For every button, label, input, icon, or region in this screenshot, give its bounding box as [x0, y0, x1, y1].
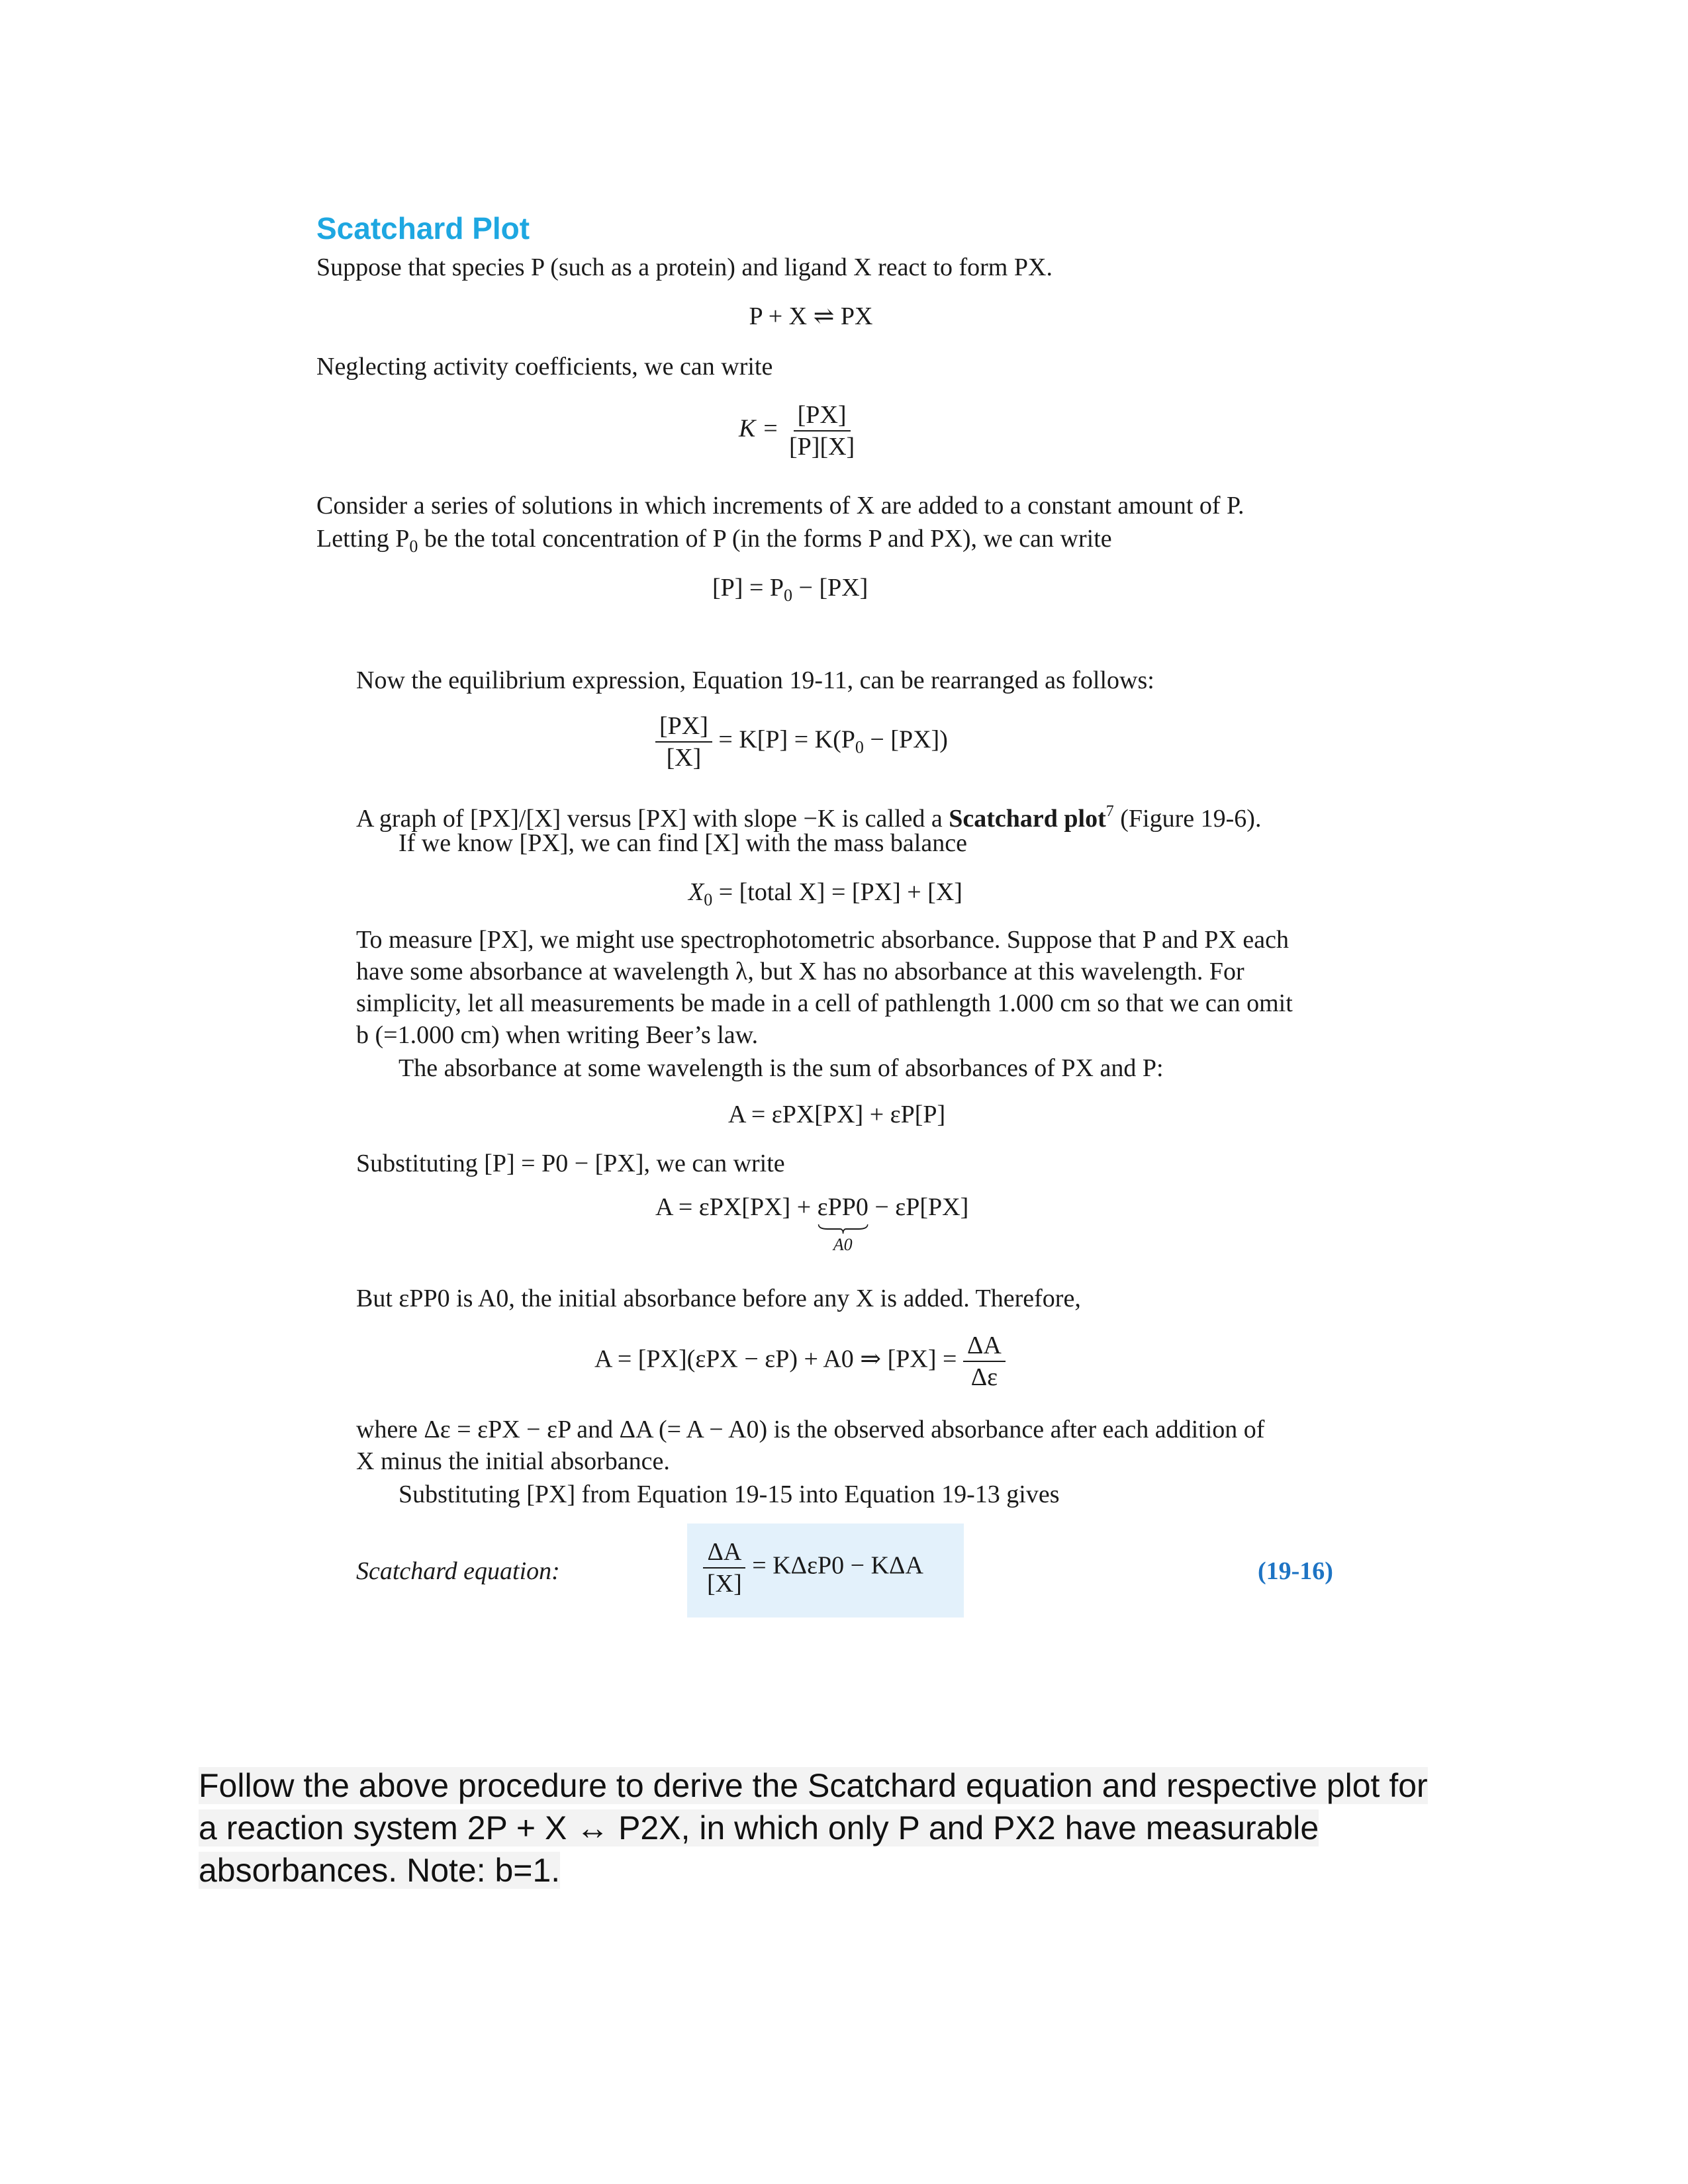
paragraph-where-line: X minus the initial absorbance. [356, 1447, 670, 1475]
question-line [199, 1849, 1509, 1891]
underbrace-icon [818, 1223, 868, 1235]
equation-p-balance [712, 572, 868, 612]
equation-absorbance: A = εPX[PX] + εP[P] [728, 1101, 946, 1128]
paragraph-substituting-px: Substituting [PX] from Equation 19-15 into Equation 19-13 gives [399, 1480, 1060, 1508]
equation-px-numerator: ΔA [963, 1330, 1006, 1362]
scatchard-rhs: = KΔεP0 − KΔA [752, 1551, 923, 1580]
section-heading: Scatchard Plot [316, 211, 530, 246]
scatchard-equation [703, 1537, 923, 1599]
equation-reaction: P + X ⇌ PX [749, 302, 873, 330]
paragraph-spectro-line: To measure [PX], we might use spectrophotometric absorbance. Suppose that P and PX each [356, 926, 1289, 954]
paragraph-where-line: where Δε = εPX − εP and ΔA (= A − A0) is the observed absorbance after each addition of [356, 1416, 1265, 1443]
paragraph-graph-a: A graph of [PX]/[X] versus [PX] with slope −K is called a [356, 805, 949, 833]
equation-p-balance-sub: 0 [784, 586, 793, 605]
paragraph-intro: Suppose that species P (such as a protein) and ligand X react to form PX. [316, 253, 1053, 281]
paragraph-series-line2 [316, 523, 1112, 563]
paragraph-where [356, 1414, 1264, 1477]
equation-rearranged-rhs-b: − [PX]) [863, 725, 948, 754]
equation-number: (19-16) [1258, 1557, 1333, 1585]
equation-px [594, 1330, 1006, 1392]
equation-k [739, 400, 859, 462]
question-line-text: a reaction system 2P + X ↔ P2X, in which only P and PX2 have measurable [199, 1809, 1319, 1846]
equation-p-balance-a: [P] = P [712, 574, 784, 602]
paragraph-substituting: Substituting [P] = P0 − [PX], we can write [356, 1150, 785, 1177]
equation-mass-balance-b: = [total X] = [PX] + [X] [712, 878, 962, 906]
equation-p-balance-b: − [PX] [792, 574, 868, 602]
equation-rearranged-rhs-a: = K[P] = K(P [718, 725, 855, 754]
scatchard-plot-term: Scatchard plot [949, 805, 1106, 833]
underbrace-group [817, 1191, 868, 1254]
underbrace-label: A0 [833, 1235, 853, 1254]
footnote-ref: 7 [1105, 803, 1114, 820]
equation-rearranged-fraction [655, 711, 712, 773]
question-line [199, 1764, 1509, 1807]
paragraph-rearranged: Now the equilibrium expression, Equation 19-11, can be rearranged as follows: [356, 666, 1154, 694]
question-line [199, 1807, 1509, 1849]
equation-px-denominator: Δε [970, 1363, 998, 1391]
equation-expanded-a: A = εPX[PX] + [655, 1193, 818, 1221]
equation-px-fraction [963, 1330, 1006, 1392]
equation-px-a: A = [PX](εPX − εP) + A0 ⇒ [PX] = [594, 1345, 957, 1373]
equation-rearranged-numerator: [PX] [655, 711, 712, 743]
paragraph-sum: The absorbance at some wavelength is the sum of absorbances of PX and P: [399, 1054, 1164, 1082]
equation-mass-balance [688, 876, 962, 916]
equation-mass-balance-sub: 0 [704, 890, 713, 909]
scatchard-equation-label: Scatchard equation: [356, 1557, 560, 1585]
equation-k-lhs: K = [739, 414, 779, 443]
paragraph-series-text-b: be the total concentration of P (in the forms P and PX), we can write [418, 525, 1112, 553]
question-line-text: absorbances. Note: b=1. [199, 1852, 561, 1889]
equation-k-denominator: [P][X] [789, 433, 855, 461]
equation-expanded [655, 1191, 969, 1254]
paragraph-spectro-line: have some absorbance at wavelength λ, but X has no absorbance at this wavelength. For [356, 958, 1244, 985]
scatchard-numerator: ΔA [703, 1537, 745, 1569]
question-line-text: Follow the above procedure to derive the Scatchard equation and respective plot for [199, 1767, 1428, 1804]
equation-k-numerator: [PX] [794, 400, 851, 432]
paragraph-therefore: But εPP0 is A0, the initial absorbance before any X is added. Therefore, [356, 1285, 1081, 1312]
scatchard-fraction [703, 1537, 746, 1599]
underbrace-term: εPP0 [817, 1193, 868, 1221]
equation-rearranged [655, 711, 948, 773]
paragraph-spectro [356, 924, 1293, 1051]
scatchard-equation-box [687, 1524, 964, 1617]
equation-rearranged-rhs-sub: 0 [855, 737, 864, 757]
equation-mass-balance-a: X [688, 878, 704, 906]
equation-expanded-b: − εP[PX] [868, 1193, 969, 1221]
scatchard-denominator: [X] [707, 1570, 742, 1598]
paragraph-series-line1: Consider a series of solutions in which increments of X are added to a constant amount of P. [316, 492, 1244, 520]
paragraph-mass-balance: If we know [PX], we can find [X] with the mass balance [399, 829, 967, 857]
paragraph-series-text-a: Letting P [316, 525, 410, 553]
paragraph-graph-c: (Figure 19-6). [1113, 805, 1262, 833]
paragraph-spectro-line: simplicity, let all measurements be made in a cell of pathlength 1.000 cm so that we can omit [356, 989, 1293, 1017]
equation-rearranged-denominator: [X] [666, 744, 702, 772]
paragraph-series-sub: 0 [409, 537, 418, 556]
equation-k-fraction [785, 400, 859, 462]
paragraph-spectro-line: b (=1.000 cm) when writing Beer’s law. [356, 1021, 759, 1049]
paragraph-neglecting: Neglecting activity coefficients, we can write [316, 353, 773, 381]
question-text [199, 1764, 1509, 1891]
